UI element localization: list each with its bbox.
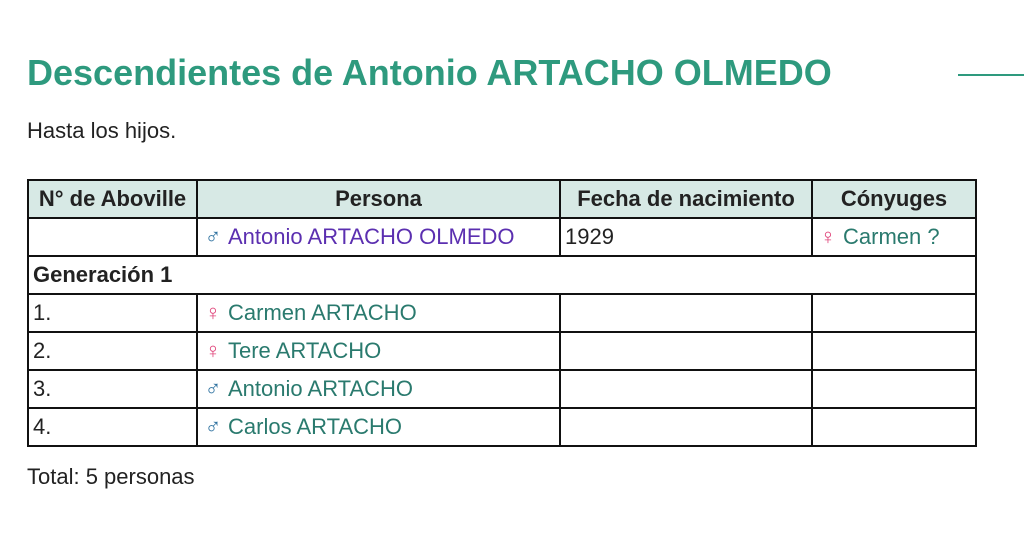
person-cell — [197, 332, 560, 370]
spouse-cell — [812, 370, 976, 408]
birth-date-cell: 1929 — [560, 218, 812, 256]
person-cell — [197, 294, 560, 332]
header-persona: Persona — [197, 180, 560, 218]
birth-date-cell — [560, 294, 812, 332]
person-link-antonio-artacho[interactable]: Antonio ARTACHO — [228, 376, 414, 401]
person-cell — [197, 218, 560, 256]
spouse-cell — [812, 408, 976, 446]
person-cell — [197, 370, 560, 408]
header-spouses: Cónyuges — [812, 180, 976, 218]
descendants-table — [27, 179, 977, 447]
spouse-cell — [812, 294, 976, 332]
aboville-cell: 2. — [28, 332, 197, 370]
female-icon: ♀ — [819, 224, 837, 249]
generation-row — [28, 256, 976, 294]
table-row — [28, 332, 976, 370]
male-icon: ♂ — [204, 224, 222, 249]
generation-label: Generación 1 — [28, 256, 976, 294]
birth-date-cell — [560, 370, 812, 408]
page-subtitle: Hasta los hijos. — [27, 118, 177, 143]
person-link-carlos-artacho[interactable]: Carlos ARTACHO — [228, 414, 403, 439]
title-divider — [958, 74, 1024, 76]
table-row — [28, 370, 976, 408]
person-link-antonio-artacho-olmedo[interactable]: Antonio ARTACHO OLMEDO — [228, 224, 515, 249]
spouse-cell — [812, 332, 976, 370]
birth-date-cell — [560, 332, 812, 370]
header-row — [28, 180, 976, 218]
female-icon: ♀ — [204, 338, 222, 363]
root-person-row — [28, 218, 976, 256]
person-link-tere-artacho[interactable]: Tere ARTACHO — [228, 338, 382, 363]
table-row — [28, 408, 976, 446]
aboville-cell — [28, 218, 197, 256]
aboville-cell: 3. — [28, 370, 197, 408]
aboville-cell: 4. — [28, 408, 197, 446]
table-row — [28, 294, 976, 332]
birth-date-cell — [560, 408, 812, 446]
female-icon: ♀ — [204, 300, 222, 325]
aboville-cell: 1. — [28, 294, 197, 332]
male-icon: ♂ — [204, 414, 222, 439]
person-cell — [197, 408, 560, 446]
male-icon: ♂ — [204, 376, 222, 401]
header-aboville: N° de Aboville — [28, 180, 197, 218]
page-title: Descendientes de Antonio ARTACHO OLMEDO — [27, 52, 832, 93]
spouse-cell — [812, 218, 976, 256]
total-count: Total: 5 personas — [27, 464, 195, 489]
header-birth-date: Fecha de nacimiento — [560, 180, 812, 218]
spouse-link-carmen[interactable]: Carmen ? — [843, 224, 940, 249]
person-link-carmen-artacho[interactable]: Carmen ARTACHO — [228, 300, 417, 325]
